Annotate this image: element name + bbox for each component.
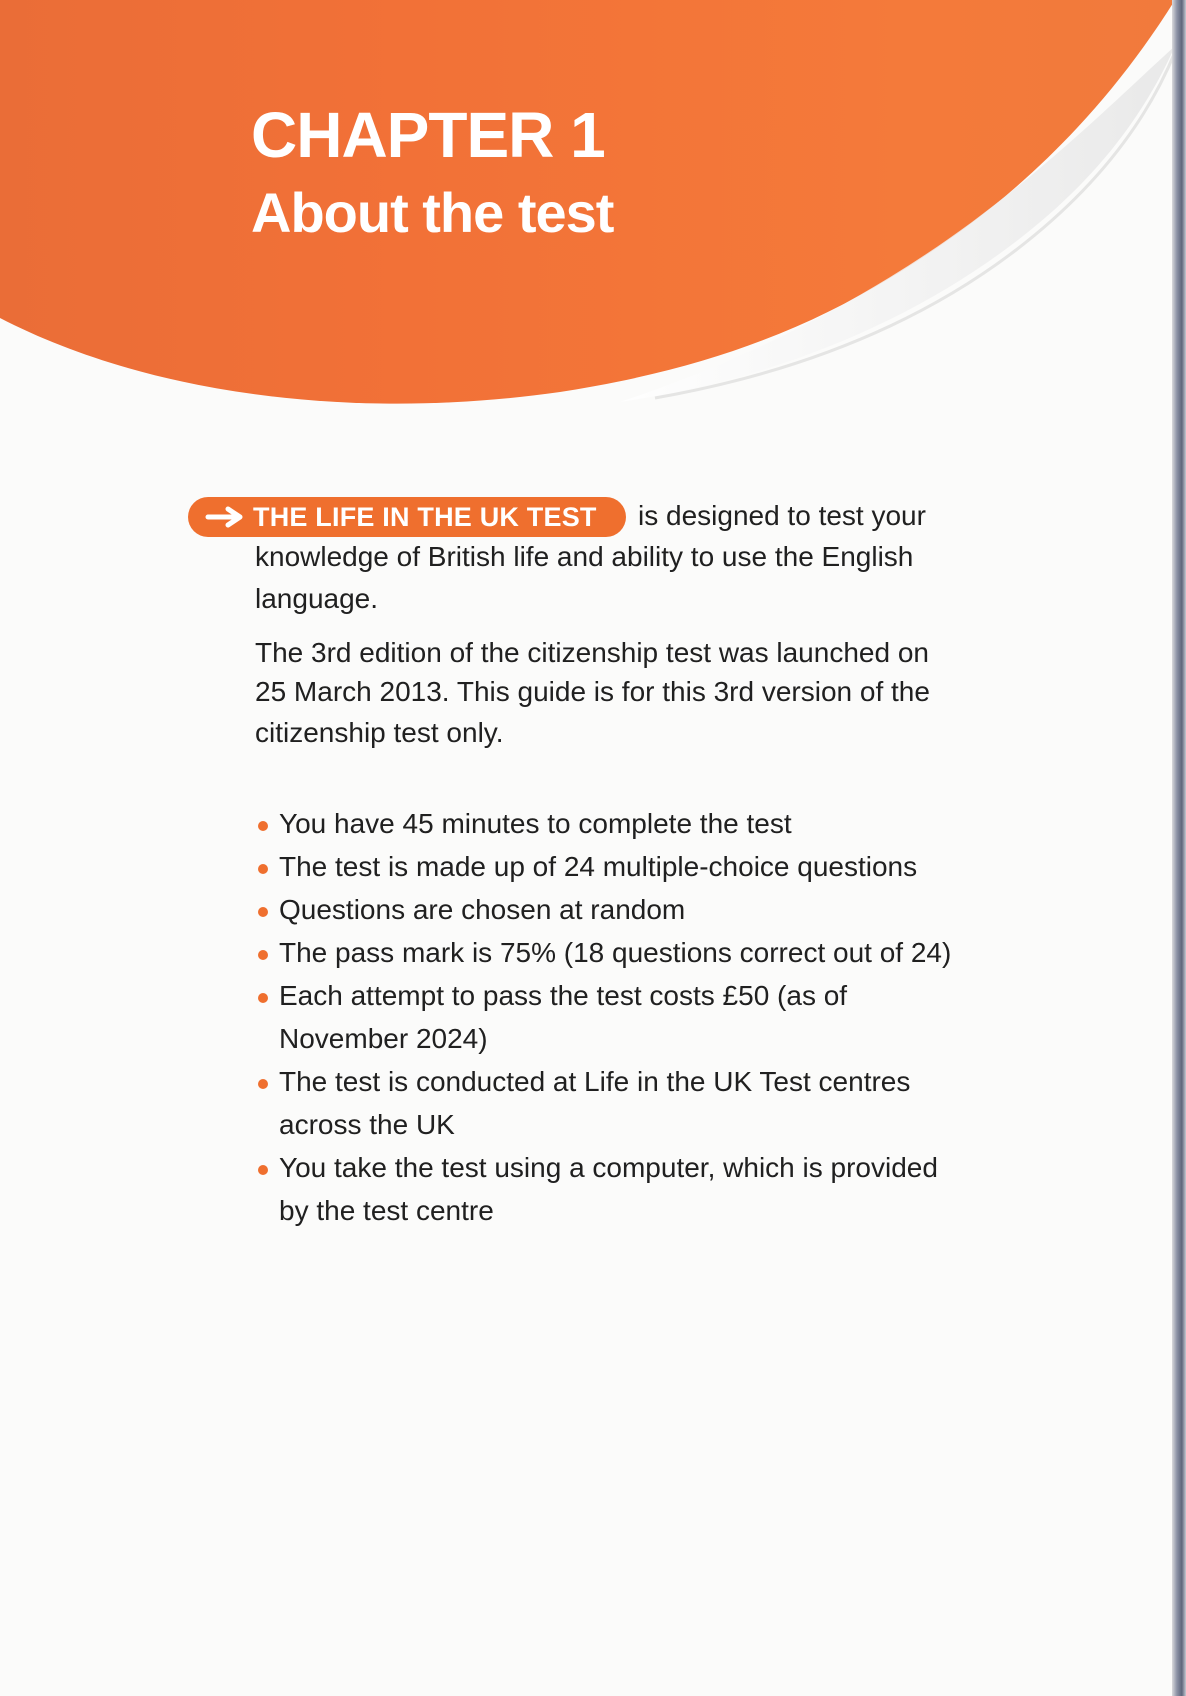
list-item-text-line-2: November 2024) bbox=[279, 1023, 488, 1054]
bullet-dot-icon bbox=[258, 993, 268, 1003]
page-edge bbox=[1172, 0, 1186, 1696]
list-item-text-line-2: across the UK bbox=[279, 1109, 455, 1140]
list-item bbox=[258, 974, 978, 1060]
paragraph-line-1: The 3rd edition of the citizenship test was launched on bbox=[255, 637, 929, 668]
lead-text-line-3: language. bbox=[255, 583, 379, 614]
list-item-text-line-1: Each attempt to pass the test costs £50 (as of bbox=[279, 980, 848, 1011]
arrow-right-icon bbox=[205, 505, 245, 529]
lead-text-line-1: is designed to test your bbox=[638, 500, 926, 531]
bullet-dot-icon bbox=[258, 907, 268, 917]
chapter-title: About the test bbox=[251, 181, 614, 244]
list-item-text: The pass mark is 75% (18 questions correct out of 24) bbox=[279, 937, 952, 968]
chapter-number-title: CHAPTER 1 bbox=[251, 99, 605, 171]
list-item-text: The test is made up of 24 multiple-choice questions bbox=[279, 851, 918, 882]
list-item-text: You have 45 minutes to complete the test bbox=[279, 808, 792, 839]
list-item bbox=[258, 1146, 978, 1232]
list-item bbox=[258, 888, 978, 931]
life-in-uk-test-label bbox=[188, 497, 626, 537]
bullet-dot-icon bbox=[258, 1079, 268, 1089]
list-item bbox=[258, 845, 978, 888]
list-item-text-line-2: by the test centre bbox=[279, 1195, 494, 1226]
bullet-dot-icon bbox=[258, 950, 268, 960]
test-facts-list bbox=[258, 802, 978, 1232]
list-item-text-line-1: The test is conducted at Life in the UK Test centres bbox=[279, 1066, 911, 1097]
list-item-text-line-1: You take the test using a computer, which is provided bbox=[279, 1152, 938, 1183]
bullet-dot-icon bbox=[258, 821, 268, 831]
paragraph-line-2: 25 March 2013. This guide is for this 3rd version of the bbox=[255, 676, 930, 707]
list-item-text: Questions are chosen at random bbox=[279, 894, 686, 925]
lead-text-line-2: knowledge of British life and ability to use the English bbox=[255, 541, 914, 572]
bullet-dot-icon bbox=[258, 1165, 268, 1175]
highlight-label-text: THE LIFE IN THE UK TEST bbox=[253, 502, 597, 532]
list-item bbox=[258, 931, 978, 974]
list-item bbox=[258, 802, 978, 845]
paragraph-line-3: citizenship test only. bbox=[255, 717, 504, 748]
bullet-dot-icon bbox=[258, 864, 268, 874]
list-item bbox=[258, 1060, 978, 1146]
